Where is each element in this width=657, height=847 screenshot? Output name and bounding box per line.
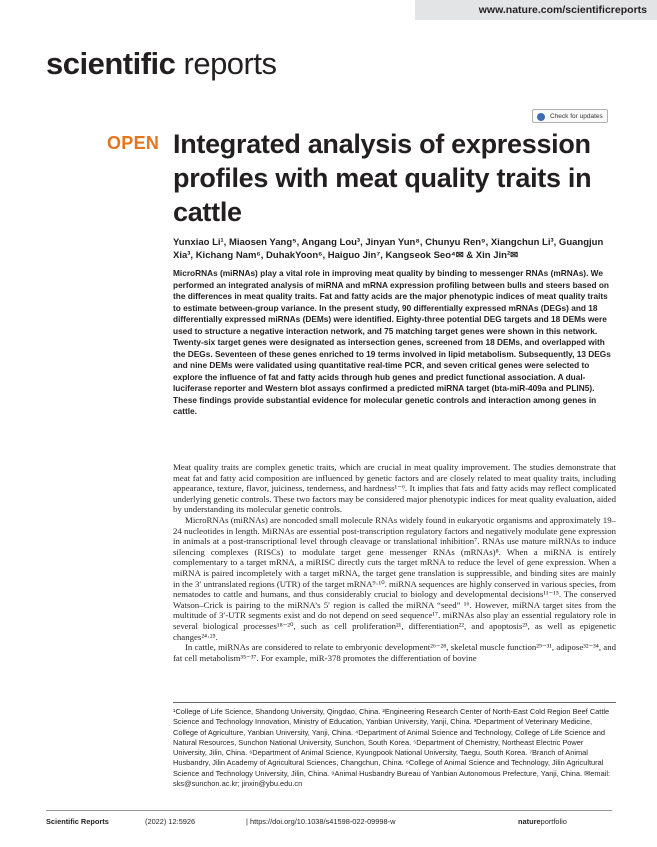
author-list: Yunxiao Li¹, Miaosen Yang⁵, Angang Lou³, Jinyan Yun⁸, Chunyu Ren⁹, Xiangchun Li³, Guangjun Xia³, Kichang Nam⁶, DuhakYoon⁶, Haiguo Jin⁷, Kangseok Seo⁴✉ & Xin Jin²✉ [173, 237, 604, 261]
footer-journal: Scientific Reports [46, 817, 109, 826]
journal-logo [46, 46, 277, 82]
journal-logo-part1: scientific [46, 46, 176, 81]
footer-divider [46, 810, 612, 811]
brand-nature: nature [518, 817, 541, 826]
journal-url[interactable]: www.nature.com/scientificreports [478, 4, 647, 16]
brand-portfolio: portfolio [540, 817, 567, 826]
abstract: MicroRNAs (miRNAs) play a vital role in improving meat quality by binding to messenger RNAs (mRNAs). We performed an integrated analysis of miRNA and mRNA expression profiling between bulls and steers based on the differences in meat quality traits. Fat and fatty acids are the major phenotypic indices of meat quality traits to estimate between-group variance. In the present study, 90 differentially expressed mRNAs (DEGs) and 18 differentially expressed miRNAs (DEMs) were identified. Eighty-three potential DEG targets and 18 DEMs were used to structure a negative interaction network, and 75 matching target genes were shown in this network. Twenty-six target genes were designated as intersection genes, screened from 18 DEMs, and overlapped with the DEGs. Seventeen of these genes enriched to 19 terms involved in lipid metabolism. Subsequently, 13 DEGs and nine DEMs were validated using quantitative real-time PCR, and seven critical genes were selected to explore the influence of fat and fatty acids through hub genes and predict functional association. A dual-luciferase reporter and Western blot assays confirmed a predicted miRNA target (bta-miR-409a and PLIN5). These findings provide substantial evidence for molecular genetic controls and interaction among genes in cattle. [173, 268, 611, 416]
nature-portfolio-logo [518, 817, 567, 826]
body-paragraph: Meat quality traits are complex genetic traits, which are crucial in meat quality improvement. The studies demonstrate that meat fat and fatty acid composition are influenced by genetic factors and are closely related to meat quality traits, including appearance, texture, flavor, juiciness, tenderness, and hardness¹⁻⁶. It implies that fats and fatty acids may reflect complicated underlying genetic controls. These two factors may be considered major phenotypic indices for meat quality evaluation, aided by understanding its molecular genetic controls. [173, 462, 616, 515]
open-access-label: OPEN [107, 133, 160, 153]
check-updates-label: Check for updates [550, 113, 603, 120]
body-paragraph: MicroRNAs (miRNAs) are noncoded small molecule RNAs widely found in eukaryotic organisms and approximately 19–24 nucleotides in length. MiRNAs are essential post-transcription regulatory factors and negatively modulate gene expression in animals at a post-transcriptional level through cleavage or translational inhibition⁷. RNAs use mature miRNAs to induce silencing complexes (RISCs) to modulate target gene messenger RNAs (mRNAs)⁸. When a miRNA is entirely complementary to a target mRNA, a miRISC directly cuts the target mRNA to reduce the level of gene expression. When a miRNA is paired incompletely with a target mRNA, the target gene translation is suppressible, and binding sites are mainly in the 3′ untranslated regions (UTR) of the target mRNA⁹·¹⁰. miRNA sequences are highly conserved in various species, from nematodes to cattle and humans, and thus considerably crucial to biology and developmental decisions¹¹⁻¹⁵. The conserved Watson–Crick is pairing to the miRNA’s 5′ region is called the miRNA “seed” ¹⁶. However, miRNA target sites from the multitude of 3′-UTR segments exist and do not depend on seed sequence¹⁷. miRNAs also play an essential regulatory role in several biological processes¹⁸⁻²⁰, such as cell proliferation²¹, differentiation²², and apoptosis²³, as well as epigenetic changes²⁴·²⁵. [173, 514, 616, 642]
affiliations: ¹College of Life Science, Shandong University, Qingdao, China. ²Engineering Research Center of North-East Cold Region Beef Cattle Science and Technology Innovation, Ministry of Education, Yanbian University, Yanji, China. ³Department of Veterinary Medicine, College of Agriculture, Yanbian University, Yanji, China. ⁴Department of Animal Science and Technology, College of Life Science and Natural Resources, Sunchon National University, Sunchon, South Korea. ⁵Department of Chemistry, Northeast Electric Power University, Jilin, China. ⁶Department of Animal Science, Kyungpook National University, Taegu, South Korea. ⁷Branch of Animal Husbandry, Jilin Academy of Agricultural Sciences, Changchun, China. ⁸College of Animal Science and Technology, Jilin Agricultural Science and Technology University, Jilin, China. ⁹Animal Husbandry Bureau of Yanbian Autonomous Prefecture, Yanji, China. ✉email: sks@sunchon.ac.kr; jinxin@ybu.edu.cn [173, 707, 611, 789]
update-check-icon [537, 113, 545, 121]
footer-doi-link[interactable]: | https://doi.org/10.1038/s41598-022-09998-w [246, 817, 396, 826]
affiliation-divider [173, 702, 616, 703]
footer-citation: (2022) 12:5926 [145, 817, 196, 826]
journal-logo-part2: reports [175, 46, 277, 81]
article-title: Integrated analysis of expression profiles with meat quality traits in cattle [173, 129, 592, 227]
body-paragraph: In cattle, miRNAs are considered to relate to embryonic development²⁶⁻²⁸, skeletal muscle function²⁹⁻³¹, adipose³²⁻³⁴, and fat cell metabolism³⁵⁻³⁷. For example, miR-378 promotes the differentiation of bovine [173, 642, 616, 663]
url-bar[interactable] [415, 0, 657, 20]
article-body [173, 462, 616, 663]
check-for-updates-button[interactable] [532, 109, 608, 123]
